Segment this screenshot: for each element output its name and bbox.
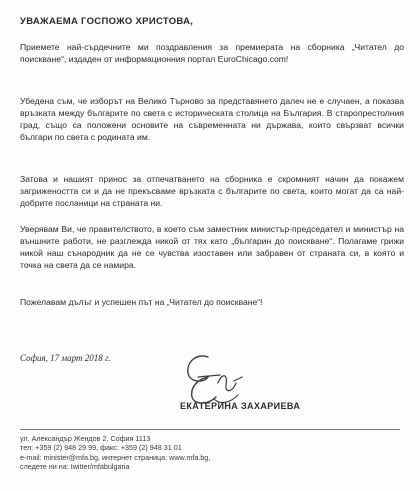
footer-email-website: e-mail: minister@mfa.bg, интернет страница: www.mfa.bg, xyxy=(20,452,211,462)
footer-phone-fax: тел: +359 (2) 948 29 99, факс: +359 (2) 948 31 01 xyxy=(20,443,182,453)
paragraph-government: Уверявам Ви, че правителството, в което съм заместник министър-председател и министър на външните работи, не разглежда никой от тях като „българин до поискване“. Полагаме грижи никой наш сънародник да не се чувства изоставен или забравен от страната си, в която и точка на света да се намира. xyxy=(20,224,404,270)
signer-name: ЕКАТЕРИНА ЗАХАРИЕВА xyxy=(180,401,301,411)
dateline: София, 17 март 2018 г. xyxy=(20,353,111,363)
paragraph-veliko-tarnovo: Убедена съм, че изборът на Велико Търново за представянето далеч не е случаен, а показва връзката между българите по света с историческата столица на България. В старопрестолния град, също са положени основите на съвременната ни държава, които свързват всички българи по света с родината им. xyxy=(20,96,404,142)
footer-address: ул. Александър Жендов 2, София 1113 xyxy=(20,434,151,443)
footer-twitter: следете ни на: twitter/mfabulgaria xyxy=(20,462,130,472)
salutation: УВАЖАЕМА ГОСПОЖО ХРИСТОВА, xyxy=(20,16,194,27)
paragraph-contribution: Затова и нашият принос за отпечатването на сборника е скромният начин да покажем загрижеността си и да не прекъсваме връзката с българите по света, които могат да са най-добрите посланици на страната ни. xyxy=(20,174,404,208)
paragraph-wishes: Пожелавам дълъг и успешен път на „Читател до поискване“! xyxy=(20,297,263,307)
footer-divider xyxy=(20,429,400,430)
paragraph-congratulations: Приемете най-сърдечните ми поздравления за премиерата на сборника „Читател до поискване“, издаден от информационния портал EuroChicago.com! xyxy=(20,42,404,64)
footer-contacts xyxy=(20,434,400,472)
